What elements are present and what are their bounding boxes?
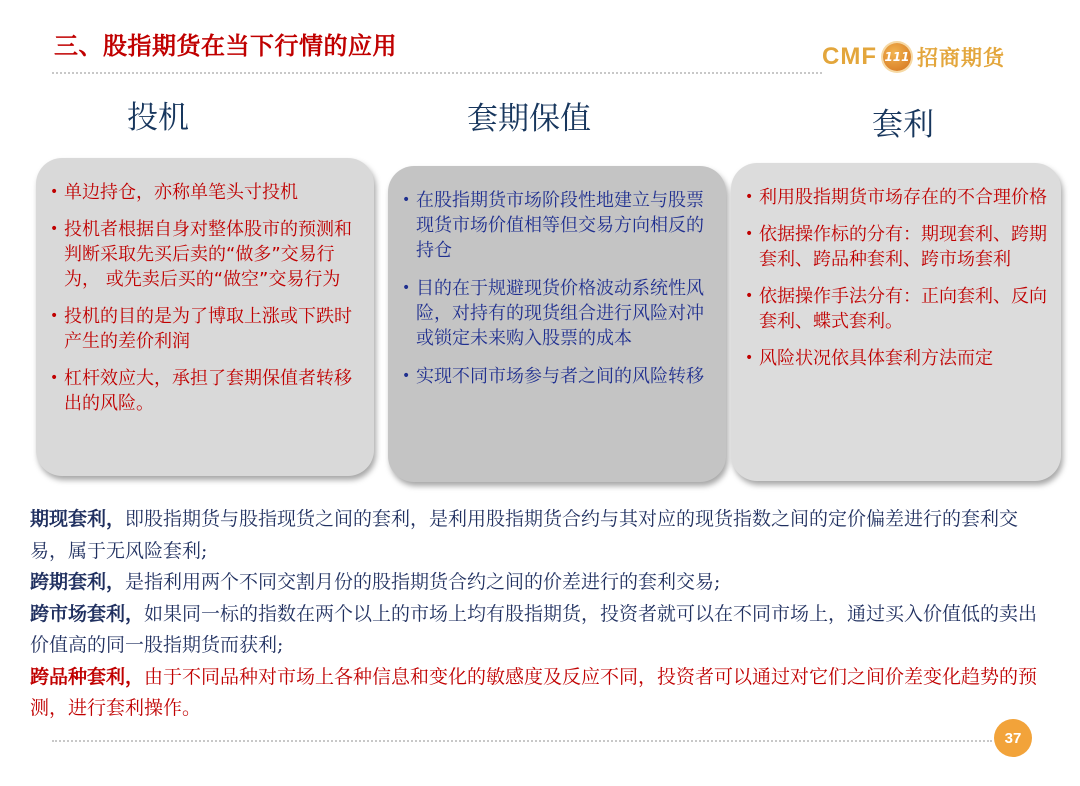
bullet-icon: • xyxy=(745,226,754,242)
arbitrage-box xyxy=(731,163,1061,481)
logo-cmf-text: CMF xyxy=(822,43,877,70)
hedging-list xyxy=(398,188,716,389)
list-item: • 杠杆效应大，承担了套期保值者转移出的风险。 xyxy=(50,368,352,414)
list-item: • 实现不同市场参与者之间的风险转移 xyxy=(402,366,704,387)
bullet-icon: • xyxy=(402,192,411,208)
title-divider xyxy=(52,72,822,74)
list-item: • 依据操作手法分有：正向套利、反向套利、蝶式套利。 xyxy=(745,286,1047,332)
definition-cross-product: 跨品种套利，由于不同品种对市场上各种信息和变化的敏感度及反应不同，投资者可以通过对它们之间价差变化趋势的预测，进行套利操作。 xyxy=(30,665,1038,719)
speculation-list xyxy=(46,180,364,416)
arbitrage-list xyxy=(741,185,1051,371)
list-item: • 风险状况依具体套利方法而定 xyxy=(745,348,993,369)
bullet-icon: • xyxy=(50,221,59,237)
bullet-icon: • xyxy=(745,350,754,366)
footer-divider xyxy=(52,740,992,742)
definition-cross-market: 跨市场套利，如果同一标的指数在两个以上的市场上均有股指期货，投资者就可以在不同市场上，通过买入价值低的卖出价值高的同一股指期货而获利; xyxy=(30,602,1038,656)
heading-hedging: 套期保值 xyxy=(467,101,591,137)
list-item: • 目的在于规避现货价格波动系统性风险，对持有的现货组合进行风险对冲或锁定未来购入股票的成本 xyxy=(402,278,704,349)
list-item: • 依据操作标的分有：期现套利、跨期套利、跨品种套利、跨市场套利 xyxy=(745,224,1047,270)
definition-calendar: 跨期套利，是指利用两个不同交割月份的股指期货合约之间的价差进行的套利交易; xyxy=(30,571,721,593)
list-item: • 在股指期货市场阶段性地建立与股票现货市场价值相等但交易方向相反的持仓 xyxy=(402,190,704,261)
list-item: • 投机者根据自身对整体股市的预测和判断采取先买后卖的“做多”交易行为， 或先卖后买的“做空”交易行为 xyxy=(50,219,352,290)
definition-cash-futures: 期现套利，即股指期货与股指现货之间的套利，是利用股指期货合约与其对应的现货指数之间的定价偏差进行的套利交易，属于无风险套利; xyxy=(30,508,1019,562)
arbitrage-definitions xyxy=(30,504,1055,725)
logo-emblem-icon: 111 xyxy=(883,43,911,71)
list-item: • 利用股指期货市场存在的不合理价格 xyxy=(745,187,1047,208)
bullet-icon: • xyxy=(50,184,59,200)
heading-speculation: 投机 xyxy=(127,100,189,136)
bullet-icon: • xyxy=(50,370,59,386)
heading-arbitrage: 套利 xyxy=(872,107,934,143)
speculation-box xyxy=(36,158,374,476)
list-item: • 单边持仓，亦称单笔头寸投机 xyxy=(50,182,298,203)
logo-brand-text: 招商期货 xyxy=(916,46,1005,70)
bullet-icon: • xyxy=(745,288,754,304)
company-logo xyxy=(822,40,1005,74)
page-number-badge: 37 xyxy=(994,719,1032,757)
list-item: • 投机的目的是为了博取上涨或下跌时产生的差价利润 xyxy=(50,306,352,352)
hedging-box xyxy=(388,166,726,482)
slide-title: 三、股指期货在当下行情的应用 xyxy=(54,32,397,60)
bullet-icon: • xyxy=(50,308,59,324)
bullet-icon: • xyxy=(745,189,754,205)
bullet-icon: • xyxy=(402,368,411,384)
bullet-icon: • xyxy=(402,280,411,296)
